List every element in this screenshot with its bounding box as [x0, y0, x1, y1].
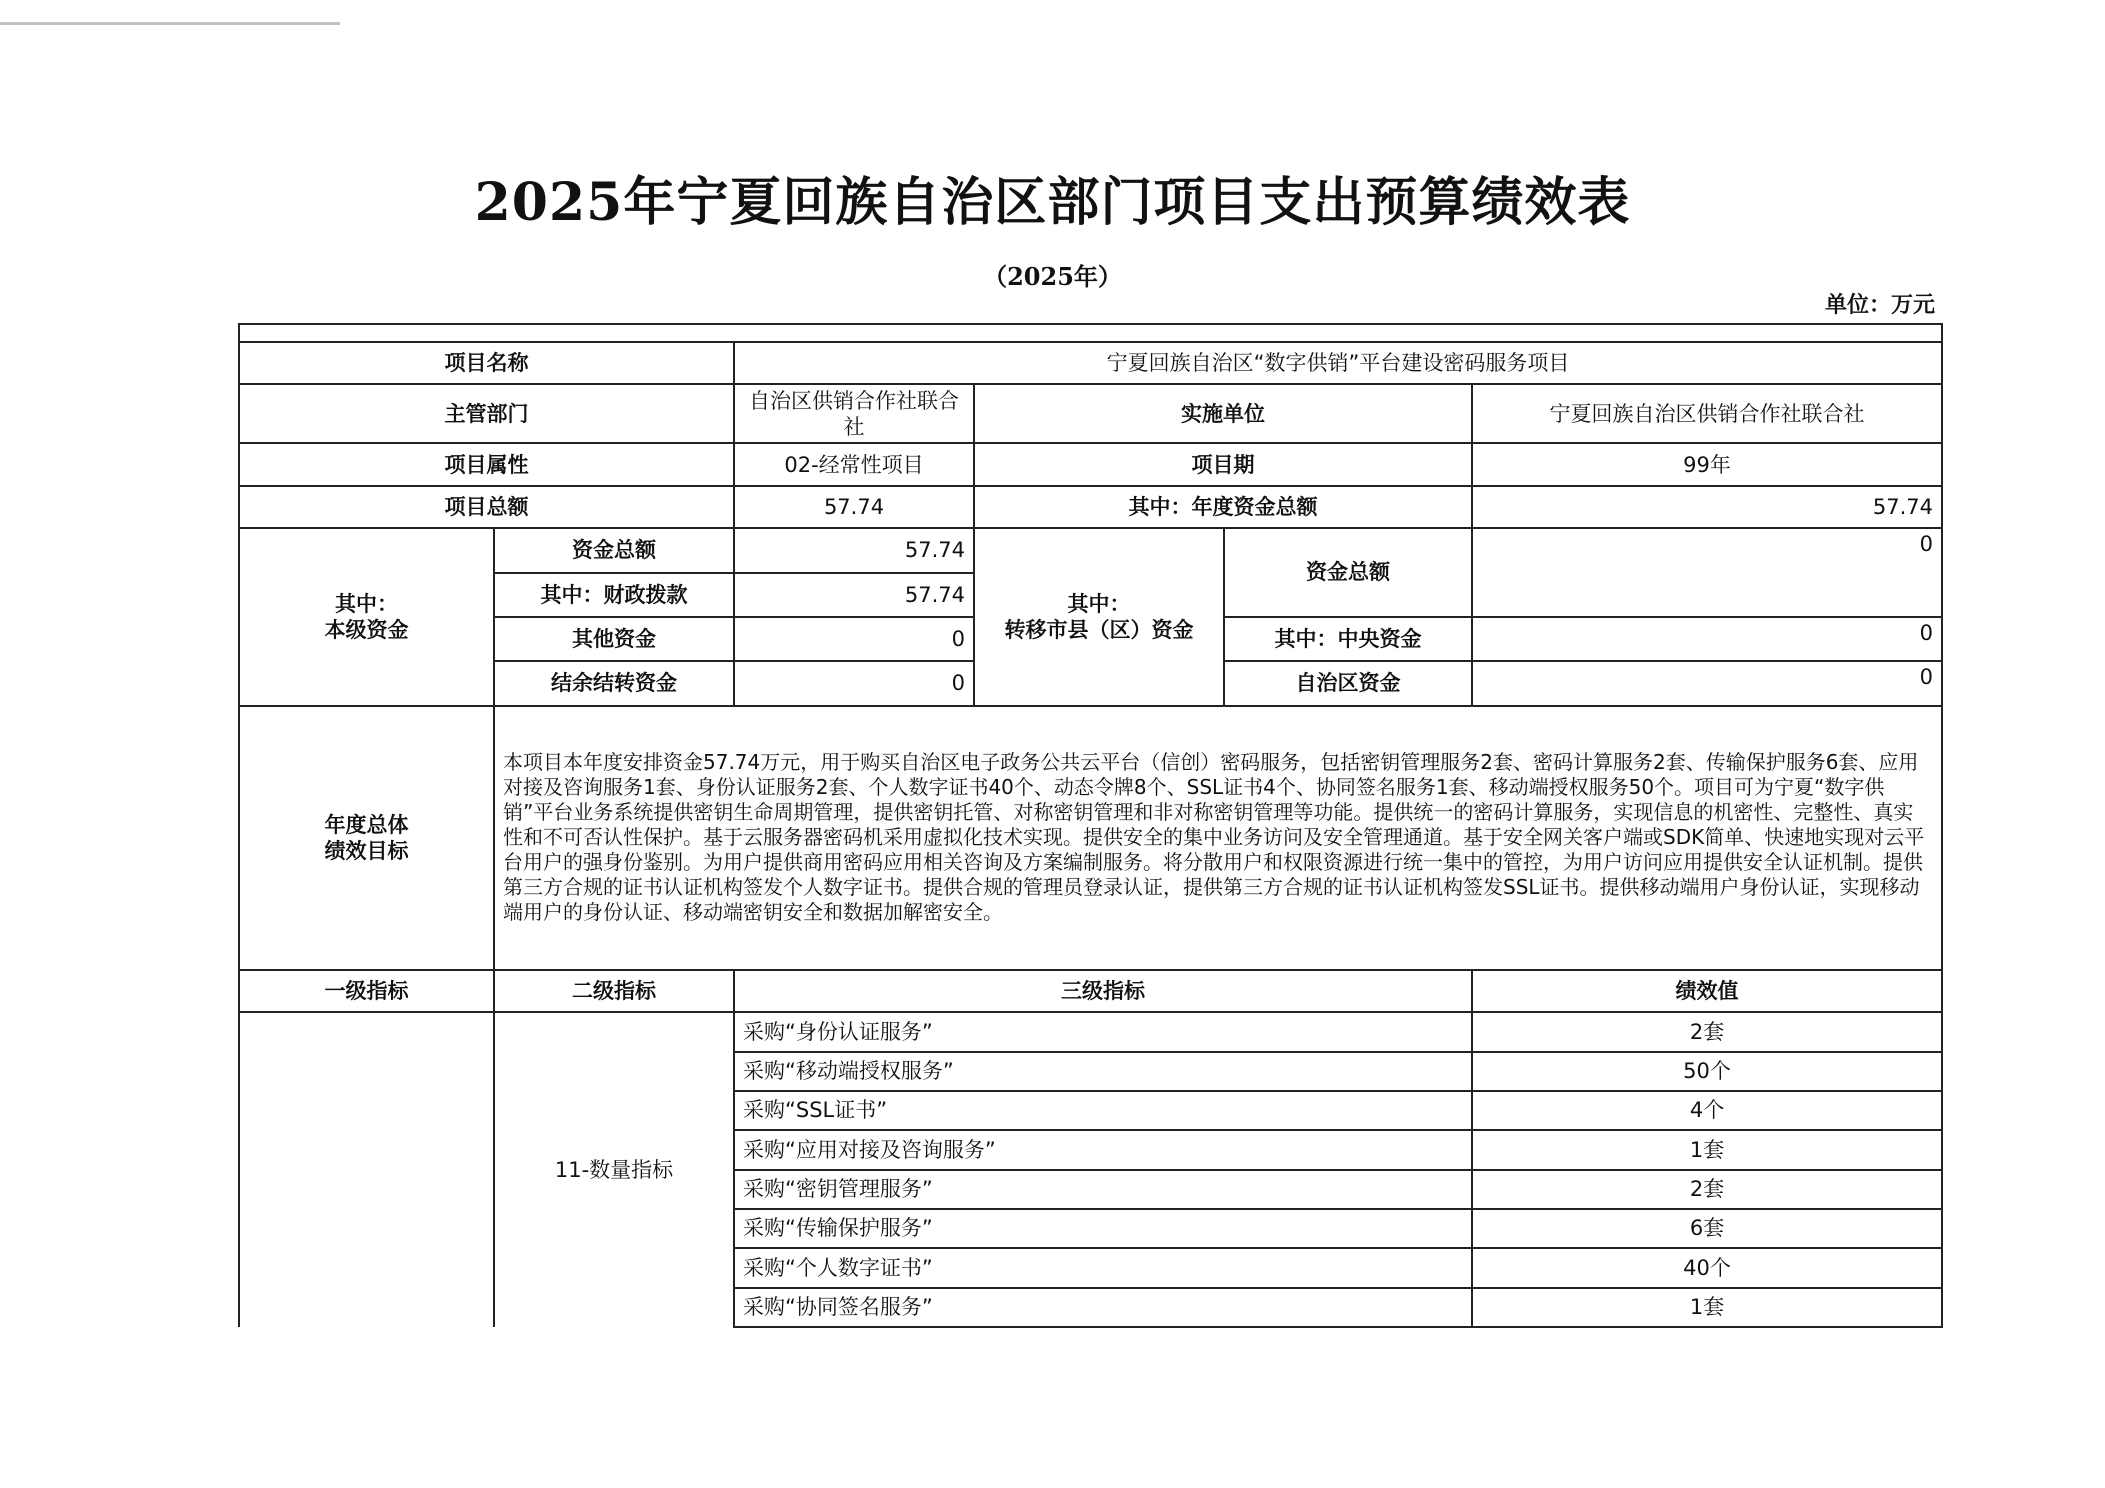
attribute-label: 项目属性 [239, 443, 734, 485]
project-name-value: 宁夏回族自治区“数字供销”平台建设密码服务项目 [734, 342, 1942, 384]
annual-total-value: 57.74 [1472, 486, 1942, 528]
impl-unit-label: 实施单位 [974, 384, 1472, 443]
transfer-funds-region-label: 自治区资金 [1224, 661, 1472, 705]
local-funds-other-value: 0 [734, 617, 974, 661]
indicator-name: 采购“个人数字证书” [734, 1248, 1472, 1287]
level2-header: 二级指标 [494, 970, 734, 1012]
local-funds-fiscal-value: 57.74 [734, 573, 974, 617]
indicator-name: 采购“传输保护服务” [734, 1209, 1472, 1248]
indicator-value: 50个 [1472, 1052, 1942, 1091]
department-row [239, 384, 1942, 443]
transfer-funds-total-value: 0 [1472, 528, 1942, 617]
transfer-funds-total-label: 资金总额 [1224, 528, 1472, 617]
local-funds-group-label: 其中： 本级资金 [239, 528, 494, 706]
indicator-value: 1套 [1472, 1288, 1942, 1327]
attribute-value: 02-经常性项目 [734, 443, 974, 485]
local-funds-fiscal-label: 其中：财政拨款 [494, 573, 734, 617]
annual-total-label: 其中：年度资金总额 [974, 486, 1472, 528]
total-row [239, 486, 1942, 528]
value-header: 绩效值 [1472, 970, 1942, 1012]
total-value: 57.74 [734, 486, 974, 528]
project-name-row [239, 342, 1942, 384]
level1-cell [239, 1012, 494, 1327]
project-name-label: 项目名称 [239, 342, 734, 384]
funds-row-1 [239, 528, 1942, 572]
indicator-row [239, 1012, 1942, 1051]
indicator-name: 采购“密钥管理服务” [734, 1170, 1472, 1209]
table-top-spacer-row [239, 324, 1942, 342]
attribute-row [239, 443, 1942, 485]
indicator-value: 40个 [1472, 1248, 1942, 1287]
level1-header: 一级指标 [239, 970, 494, 1012]
unit-label: 单位：万元 [1824, 293, 1935, 318]
goal-description: 本项目本年度安排资金57.74万元，用于购买自治区电子政务公共云平台（信创）密码服务，包括密钥管理服务2套、密码计算服务2套、传输保护服务6套、应用对接及咨询服务1套、身份认证服务2套、个人数字证书40个、动态令牌8个、SSL证书4个、协同签名服务1套、移动端授权服务50个。项目可为宁夏“数字供销”平台业务系统提供密钥生命周期管理，提供密钥托管、对称密钥管理和非对称密钥管理等功能。提供统一的密码计算服务，实现信息的机密性、完整性、真实性和不可否认性保护。基于云服务器密码机采用虚拟化技术实现。提供安全的集中业务访问及安全管理通道。基于安全网关客户端或SDK简单、快速地实现对云平台用户的强身份鉴别。为用户提供商用密码应用相关咨询及方案编制服务。将分散用户和权限资源进行统一集中的管控，为用户访问应用提供安全认证机制。提供第三方合规的证书认证机构签发个人数字证书。提供合规的管理员登录认证，提供第三方合规的证书认证机构签发SSL证书。提供移动端用户身份认证，实现移动端用户的身份认证、移动端密钥安全和数据加解密安全。 [494, 706, 1942, 970]
total-label: 项目总额 [239, 486, 734, 528]
transfer-funds-central-value: 0 [1472, 617, 1942, 661]
indicator-name: 采购“移动端授权服务” [734, 1052, 1472, 1091]
local-funds-total-value: 57.74 [734, 528, 974, 572]
indicator-value: 2套 [1472, 1170, 1942, 1209]
goal-row [239, 706, 1942, 970]
indicator-value: 1套 [1472, 1130, 1942, 1169]
page-subtitle: （2025年） [983, 262, 1122, 291]
period-value: 99年 [1472, 443, 1942, 485]
local-funds-carryover-value: 0 [734, 661, 974, 705]
indicator-name: 采购“身份认证服务” [734, 1012, 1472, 1051]
indicator-value: 6套 [1472, 1209, 1942, 1248]
transfer-funds-group-label: 其中： 转移市县（区）资金 [974, 528, 1224, 706]
page-title: 2025年宁夏回族自治区部门项目支出预算绩效表 [474, 172, 1631, 233]
budget-performance-table [238, 323, 1943, 1328]
impl-unit-value: 宁夏回族自治区供销合作社联合社 [1472, 384, 1942, 443]
indicator-header-row [239, 970, 1942, 1012]
transfer-funds-region-value: 0 [1472, 661, 1942, 705]
indicator-name: 采购“协同签名服务” [734, 1288, 1472, 1327]
goal-label: 年度总体 绩效目标 [239, 706, 494, 970]
transfer-funds-central-label: 其中：中央资金 [1224, 617, 1472, 661]
indicator-name: 采购“SSL证书” [734, 1091, 1472, 1130]
local-funds-total-label: 资金总额 [494, 528, 734, 572]
level3-header: 三级指标 [734, 970, 1472, 1012]
scan-artifact-line [0, 22, 340, 25]
period-label: 项目期 [974, 443, 1472, 485]
indicator-value: 4个 [1472, 1091, 1942, 1130]
local-funds-carryover-label: 结余结转资金 [494, 661, 734, 705]
local-funds-other-label: 其他资金 [494, 617, 734, 661]
department-value: 自治区供销合作社联合社 [734, 384, 974, 443]
department-label: 主管部门 [239, 384, 734, 443]
level2-quantity-label: 11-数量指标 [494, 1012, 734, 1327]
indicator-value: 2套 [1472, 1012, 1942, 1051]
indicator-name: 采购“应用对接及咨询服务” [734, 1130, 1472, 1169]
